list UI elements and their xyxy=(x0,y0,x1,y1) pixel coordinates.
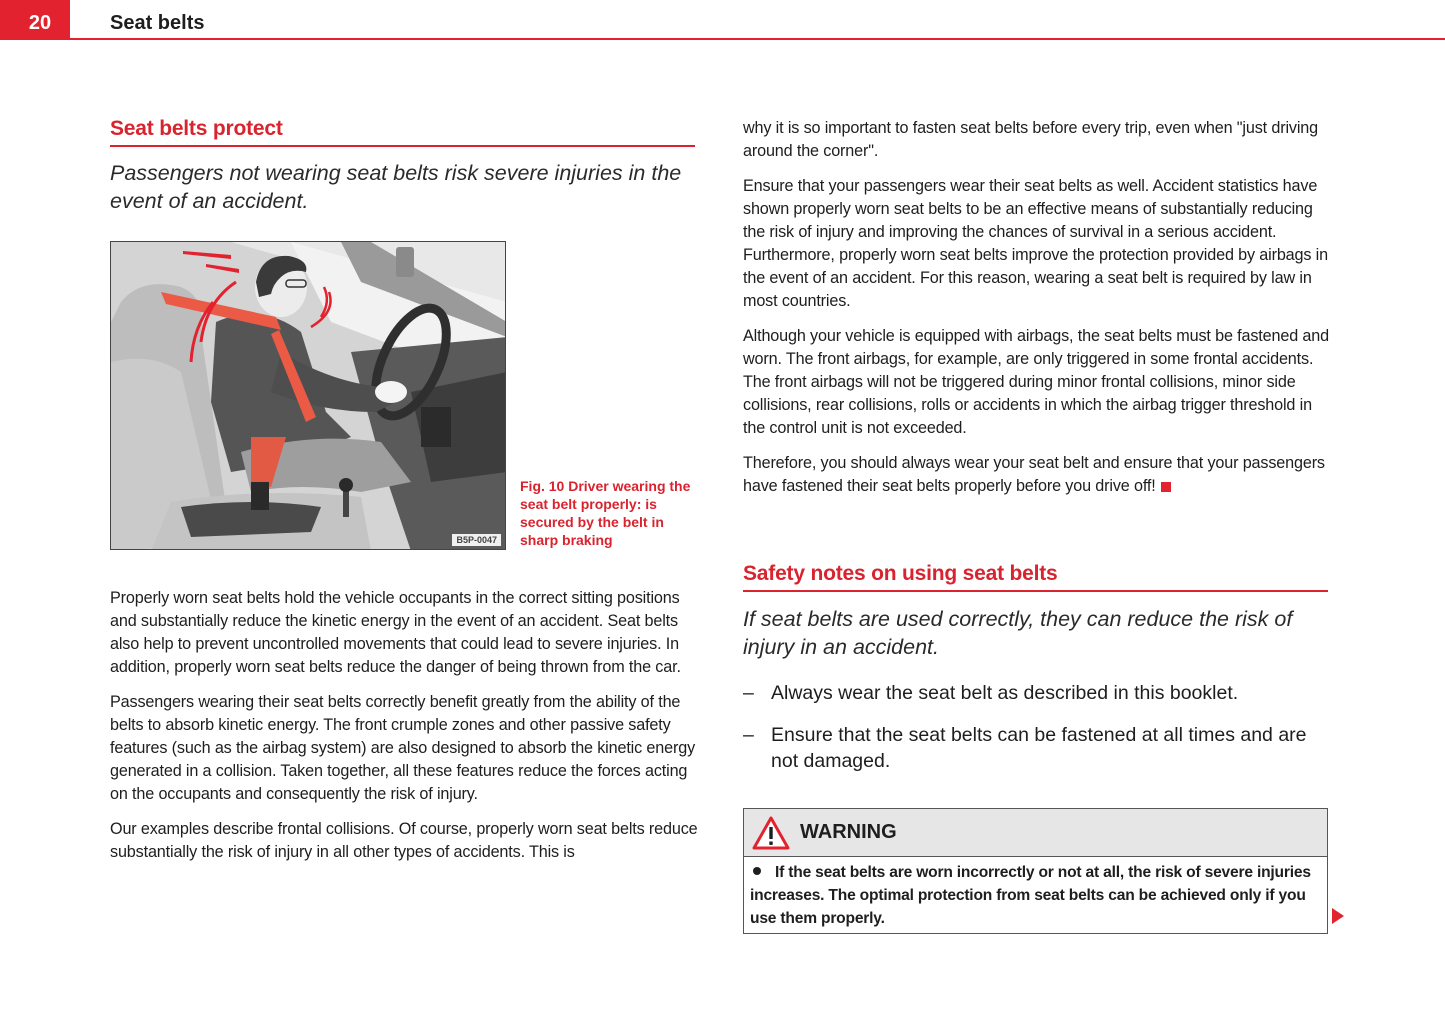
paragraph: why it is so important to fasten seat belts before every trip, even when "just driving around the corner". xyxy=(743,119,1318,160)
paragraph-last xyxy=(743,452,1333,498)
page-number: 20 xyxy=(0,0,70,40)
header-divider xyxy=(70,38,1445,40)
paragraph: Although your vehicle is equipped with airbags, the seat belts must be fastened and worn. The front airbags, for example, are only triggered in some frontal accidents. The front airbags will not be triggered during minor frontal collisions, minor side collisions, rear collisions, rolls or accidents in which the airbag trigger threshold in the control unit is not exceeded. xyxy=(743,327,1329,437)
section-title-seat-belts-protect: Seat belts protect xyxy=(110,117,283,140)
paragraph-text: Therefore, you should always wear your seat belt and ensure that your passengers have fastened their seat belts properly before you drive off! xyxy=(743,454,1325,495)
list-item-text: Always wear the seat belt as described in this booklet. xyxy=(771,682,1239,704)
figure-code: B5P-0047 xyxy=(452,534,501,546)
list-item xyxy=(743,680,1333,706)
dash-icon: – xyxy=(743,682,754,704)
warning-title: WARNING xyxy=(800,821,897,843)
section-lead: Passengers not wearing seat belts risk severe injuries in the event of an accident. xyxy=(110,161,682,213)
warning-text: If the seat belts are worn incorrectly or not at all, the risk of severe injuries increases. The optimal protection from seat belts can be achieved only if you use them properly. xyxy=(750,864,1311,927)
right-body-text xyxy=(743,117,1333,510)
paragraph: Properly worn seat belts hold the vehicle occupants in the correct sitting positions and substantially reduce the kinetic energy in the event of an accident. Seat belts also help to prevent uncontrolled movements that could lead to severe injuries. In addition, properly worn seat belts reduce the danger of being thrown from the car. xyxy=(110,589,681,676)
figure-driver-seat-belt xyxy=(110,241,506,550)
paragraph: Our examples describe frontal collisions. Of course, properly worn seat belts reduce substantially the risk of injury in all other types of accidents. This is xyxy=(110,820,698,861)
paragraph: Ensure that your passengers wear their seat belts as well. Accident statistics have shown properly worn seat belts to be an effective means of substantially reducing the risk of injury and improving the chances of survival in a serious accident. Furthermore, properly worn seat belts improve the protection provided by airbags in the event of an accident. For this reason, wearing a seat belt is required by law in most countries. xyxy=(743,177,1328,310)
dash-icon: – xyxy=(743,724,754,746)
left-body-text xyxy=(110,587,698,876)
section-divider xyxy=(110,145,695,147)
section-divider xyxy=(743,590,1328,592)
bullet-icon xyxy=(753,867,761,875)
chapter-title: Seat belts xyxy=(110,12,205,34)
driver-illustration xyxy=(111,242,506,550)
warning-box xyxy=(743,808,1328,934)
figure-caption: Fig. 10 Driver wearing the seat belt properly: is secured by the belt in sharp braking xyxy=(520,478,691,548)
section-title-safety-notes: Safety notes on using seat belts xyxy=(743,562,1058,585)
warning-header xyxy=(744,809,1327,857)
page-header xyxy=(0,0,1445,41)
section-lead: If seat belts are used correctly, they can reduce the risk of injury in an accident. xyxy=(743,607,1293,659)
section-end-icon xyxy=(1161,482,1171,492)
paragraph: Passengers wearing their seat belts correctly benefit greatly from the ability of the belts to absorb kinetic energy. The front crumple zones and other passive safety features (such as the airbag system) are also designed to absorb the kinetic energy generated in a collision. Taken together, all these features reduce the forces acting on the occupants and consequently the risk of injury. xyxy=(110,693,696,803)
list-item xyxy=(743,722,1333,774)
warning-triangle-icon xyxy=(752,816,790,850)
instruction-list xyxy=(743,680,1333,790)
list-item-text: Ensure that the seat belts can be fastened at all times and are not damaged. xyxy=(771,724,1307,772)
warning-body xyxy=(744,857,1327,930)
continue-arrow-icon xyxy=(1332,908,1344,924)
